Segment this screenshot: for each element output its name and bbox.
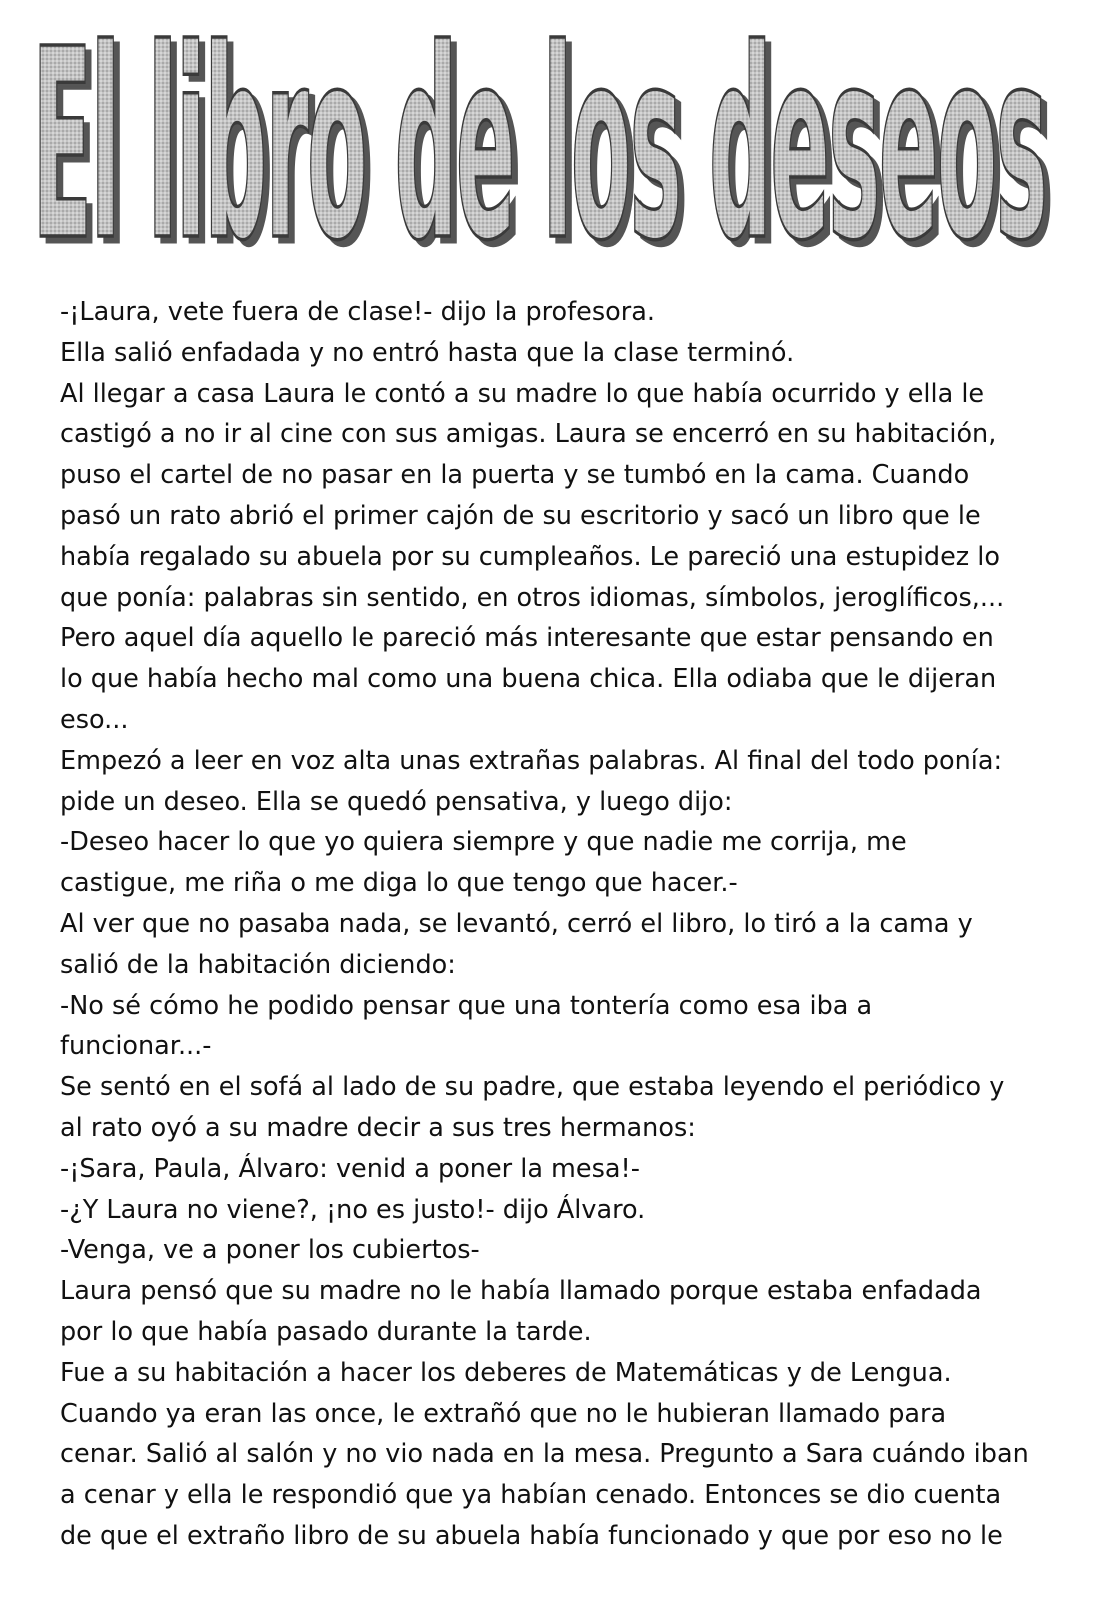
story-line: por lo que había pasado durante la tarde. — [60, 1316, 592, 1347]
story-line: Pero aquel día aquello le pareció más interesante que estar pensando en — [60, 623, 994, 654]
story-line: -¡Laura, vete fuera de clase!- dijo la profesora. — [60, 297, 655, 327]
story-line: castigó a no ir al cine con sus amigas. Laura se encerró en su habitación, — [60, 419, 997, 450]
story-line: funcionar...- — [60, 1031, 212, 1062]
story-line: Cuando ya eran las once, le extrañó que no le hubieran llamado para — [60, 1398, 947, 1429]
story-text — [60, 292, 1070, 1557]
story-line: Al llegar a casa Laura le contó a su madre lo que había ocurrido y ella le — [60, 378, 985, 409]
story-line: pide un deseo. Ella se quedó pensativa, y luego dijo: — [60, 786, 733, 817]
document-title: El libro de los deseos — [32, 14, 1046, 270]
story-line: -¡Sara, Paula, Álvaro: venid a poner la mesa!- — [60, 1153, 640, 1184]
story-line: Fue a su habitación a hacer los deberes de Matemáticas y de Lengua. — [60, 1357, 952, 1388]
story-line: Al ver que no pasaba nada, se levantó, cerró el libro, lo tiró a la cama y — [60, 908, 973, 939]
story-line: -Deseo hacer lo que yo quiera siempre y que nadie me corrija, me — [60, 827, 907, 858]
story-line: cenar. Salió al salón y no vio nada en la mesa. Pregunto a Sara cuándo iban — [60, 1439, 1029, 1470]
story-line: al rato oyó a su madre decir a sus tres hermanos: — [60, 1112, 696, 1143]
story-line: pasó un rato abrió el primer cajón de su escritorio y sacó un libro que le — [60, 500, 981, 531]
story-line: Ella salió enfadada y no entró hasta que la clase terminó. — [60, 337, 795, 368]
story-line: -Venga, ve a poner los cubiertos- — [60, 1235, 480, 1266]
story-line: Empezó a leer en voz alta unas extrañas palabras. Al final del todo ponía: — [60, 745, 1003, 776]
title-shadow: El libro de los deseos — [38, 14, 1052, 270]
title-wordart — [22, 14, 1072, 270]
story-line: de que el extraño libro de su abuela había funcionado y que por eso no le — [60, 1520, 1003, 1551]
story-line: había regalado su abuela por su cumpleaños. Le pareció una estupidez lo — [60, 541, 1000, 572]
story-line: Laura pensó que su madre no le había llamado porque estaba enfadada — [60, 1276, 982, 1307]
story-line: puso el cartel de no pasar en la puerta y se tumbó en la cama. Cuando — [60, 460, 970, 491]
story-line: castigue, me riña o me diga lo que tengo que hacer.- — [60, 868, 738, 899]
story-line: salió de la habitación diciendo: — [60, 949, 456, 980]
story-line: Se sentó en el sofá al lado de su padre, que estaba leyendo el periódico y — [60, 1072, 1005, 1103]
story-line: eso... — [60, 704, 129, 735]
story-line: a cenar y ella le respondió que ya habían cenado. Entonces se dio cuenta — [60, 1480, 1002, 1511]
story-line: -No sé cómo he podido pensar que una tontería como esa iba a — [60, 990, 873, 1021]
story-line: -¿Y Laura no viene?, ¡no es justo!- dijo Álvaro. — [60, 1194, 646, 1225]
title-banner — [22, 14, 1072, 270]
story-line: que ponía: palabras sin sentido, en otros idiomas, símbolos, jeroglíficos,... — [60, 582, 1005, 613]
story-line: lo que había hecho mal como una buena chica. Ella odiaba que le dijeran — [60, 664, 997, 695]
